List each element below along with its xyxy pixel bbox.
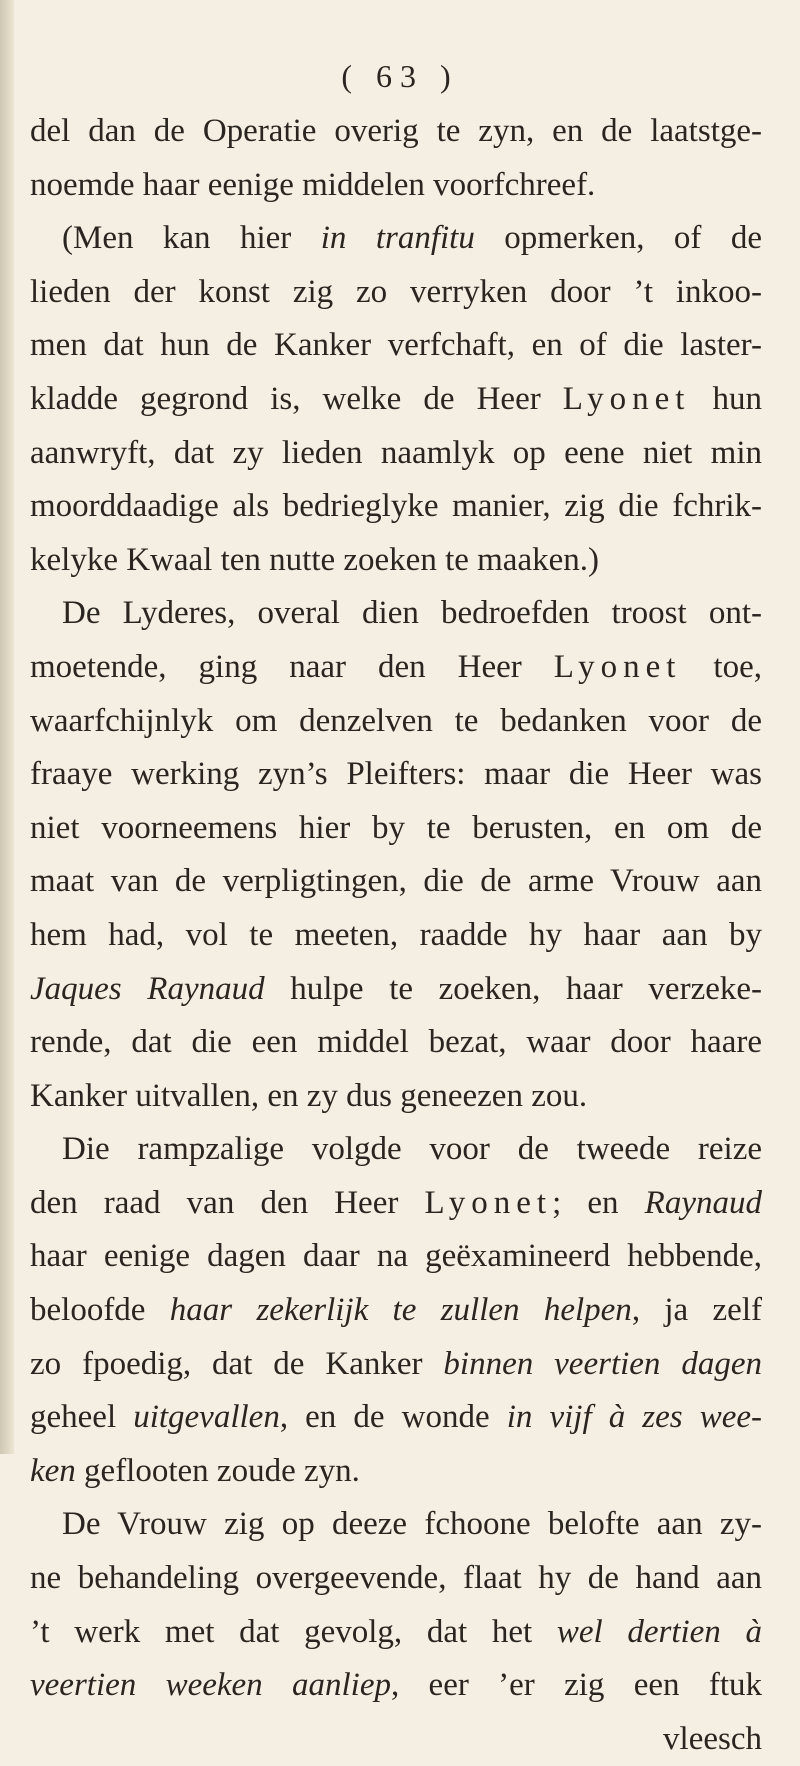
name-raynaud: Jaques Raynaud: [30, 970, 265, 1007]
italic-phrase: uitgevallen: [133, 1399, 280, 1436]
page-number: ( 63 ): [341, 58, 459, 94]
text-line: ken geflooten zoude zyn.: [30, 1452, 360, 1489]
text-line: haar eenige dagen daar na geëxamineerd hebbende,: [30, 1238, 762, 1275]
text-line: maat van de verpligtingen, die de arme Vrouw aan: [30, 863, 762, 900]
text-line: Kanker uitvallen, en zy dus geneezen zou.: [30, 1077, 588, 1114]
text-line: De Lyderes, overal dien bedroefden troost ont-: [62, 595, 762, 632]
text-line: Jaques Raynaud hulpe te zoeken, haar verzeke-: [30, 970, 762, 1007]
name-lyonet: Lyonet: [553, 648, 682, 685]
text-line: De Vrouw zig op deeze fchoone belofte aan zy-: [62, 1506, 762, 1543]
text-line: waarfchijnlyk om denzelven te bedanken voor de: [30, 702, 762, 739]
italic-phrase: haar zekerlijk te zullen helpen: [169, 1292, 632, 1329]
italic-phrase: veertien weeken aanliep: [30, 1667, 391, 1704]
text-line: niet voorneemens hier by te berusten, en om de: [30, 809, 762, 846]
text-line: fraaye werking zyn’s Pleifters: maar die Heer was: [30, 756, 762, 793]
name-lyonet: Lyonet: [562, 380, 691, 417]
catchword: vleesch: [663, 1720, 762, 1757]
italic-phrase: in tranfitu: [320, 220, 475, 257]
italic-phrase: in vijf à zes wee-: [506, 1399, 762, 1436]
text-line: moetende, ging naar den Heer Lyonet toe,: [30, 648, 762, 685]
text-line: men dat hun de Kanker verfchaft, en of die laster-: [30, 327, 762, 364]
text-line: ’t werk met dat gevolg, dat het wel dertien à: [30, 1613, 762, 1650]
name-lyonet: Lyonet: [424, 1184, 553, 1221]
text-line: lieden der konst zig zo verryken door ’t inkoo-: [30, 273, 762, 310]
name-raynaud: Raynaud: [644, 1184, 762, 1221]
text-line: noemde haar eenige middelen voorfchreef.: [30, 166, 596, 203]
text-line: moorddaadige als bedrieglyke manier, zig die fchrik-: [30, 488, 762, 525]
text-line: kladde gegrond is, welke de Heer Lyonet hun: [30, 380, 762, 417]
italic-phrase: ken: [30, 1452, 76, 1489]
text-line: del dan de Operatie overig te zyn, en de laatstge-: [30, 113, 762, 149]
text-line: hem had, vol te meeten, raadde hy haar aan by: [30, 916, 762, 953]
text-line: beloofde haar zekerlijk te zullen helpen, ja zelf: [30, 1292, 762, 1329]
text-line: (Men kan hier in tranfitu opmerken, of de: [62, 220, 762, 257]
text-line: rende, dat die een middel bezat, waar door haare: [30, 1024, 762, 1061]
italic-phrase: binnen veertien dagen: [443, 1345, 763, 1382]
text-line: aanwryft, dat zy lieden naamlyk op eene niet min: [30, 434, 762, 471]
text-line: Die rampzalige volgde voor de tweede reize: [62, 1131, 762, 1168]
text-line: veertien weeken aanliep, eer ’er zig een ftuk: [30, 1667, 762, 1704]
text-line: zo fpoedig, dat de Kanker binnen veertien dagen: [30, 1345, 763, 1382]
text-line: ne behandeling overgeevende, flaat hy de hand aan: [30, 1560, 762, 1597]
text-line: kelyke Kwaal ten nutte zoeken te maaken.): [30, 541, 599, 578]
text-line: geheel uitgevallen, en de wonde in vijf à zes wee-: [30, 1399, 762, 1436]
text-line: den raad van den Heer Lyonet; en Raynaud: [30, 1184, 762, 1221]
body-text: [30, 105, 762, 1766]
italic-phrase: wel dertien à: [556, 1613, 762, 1650]
